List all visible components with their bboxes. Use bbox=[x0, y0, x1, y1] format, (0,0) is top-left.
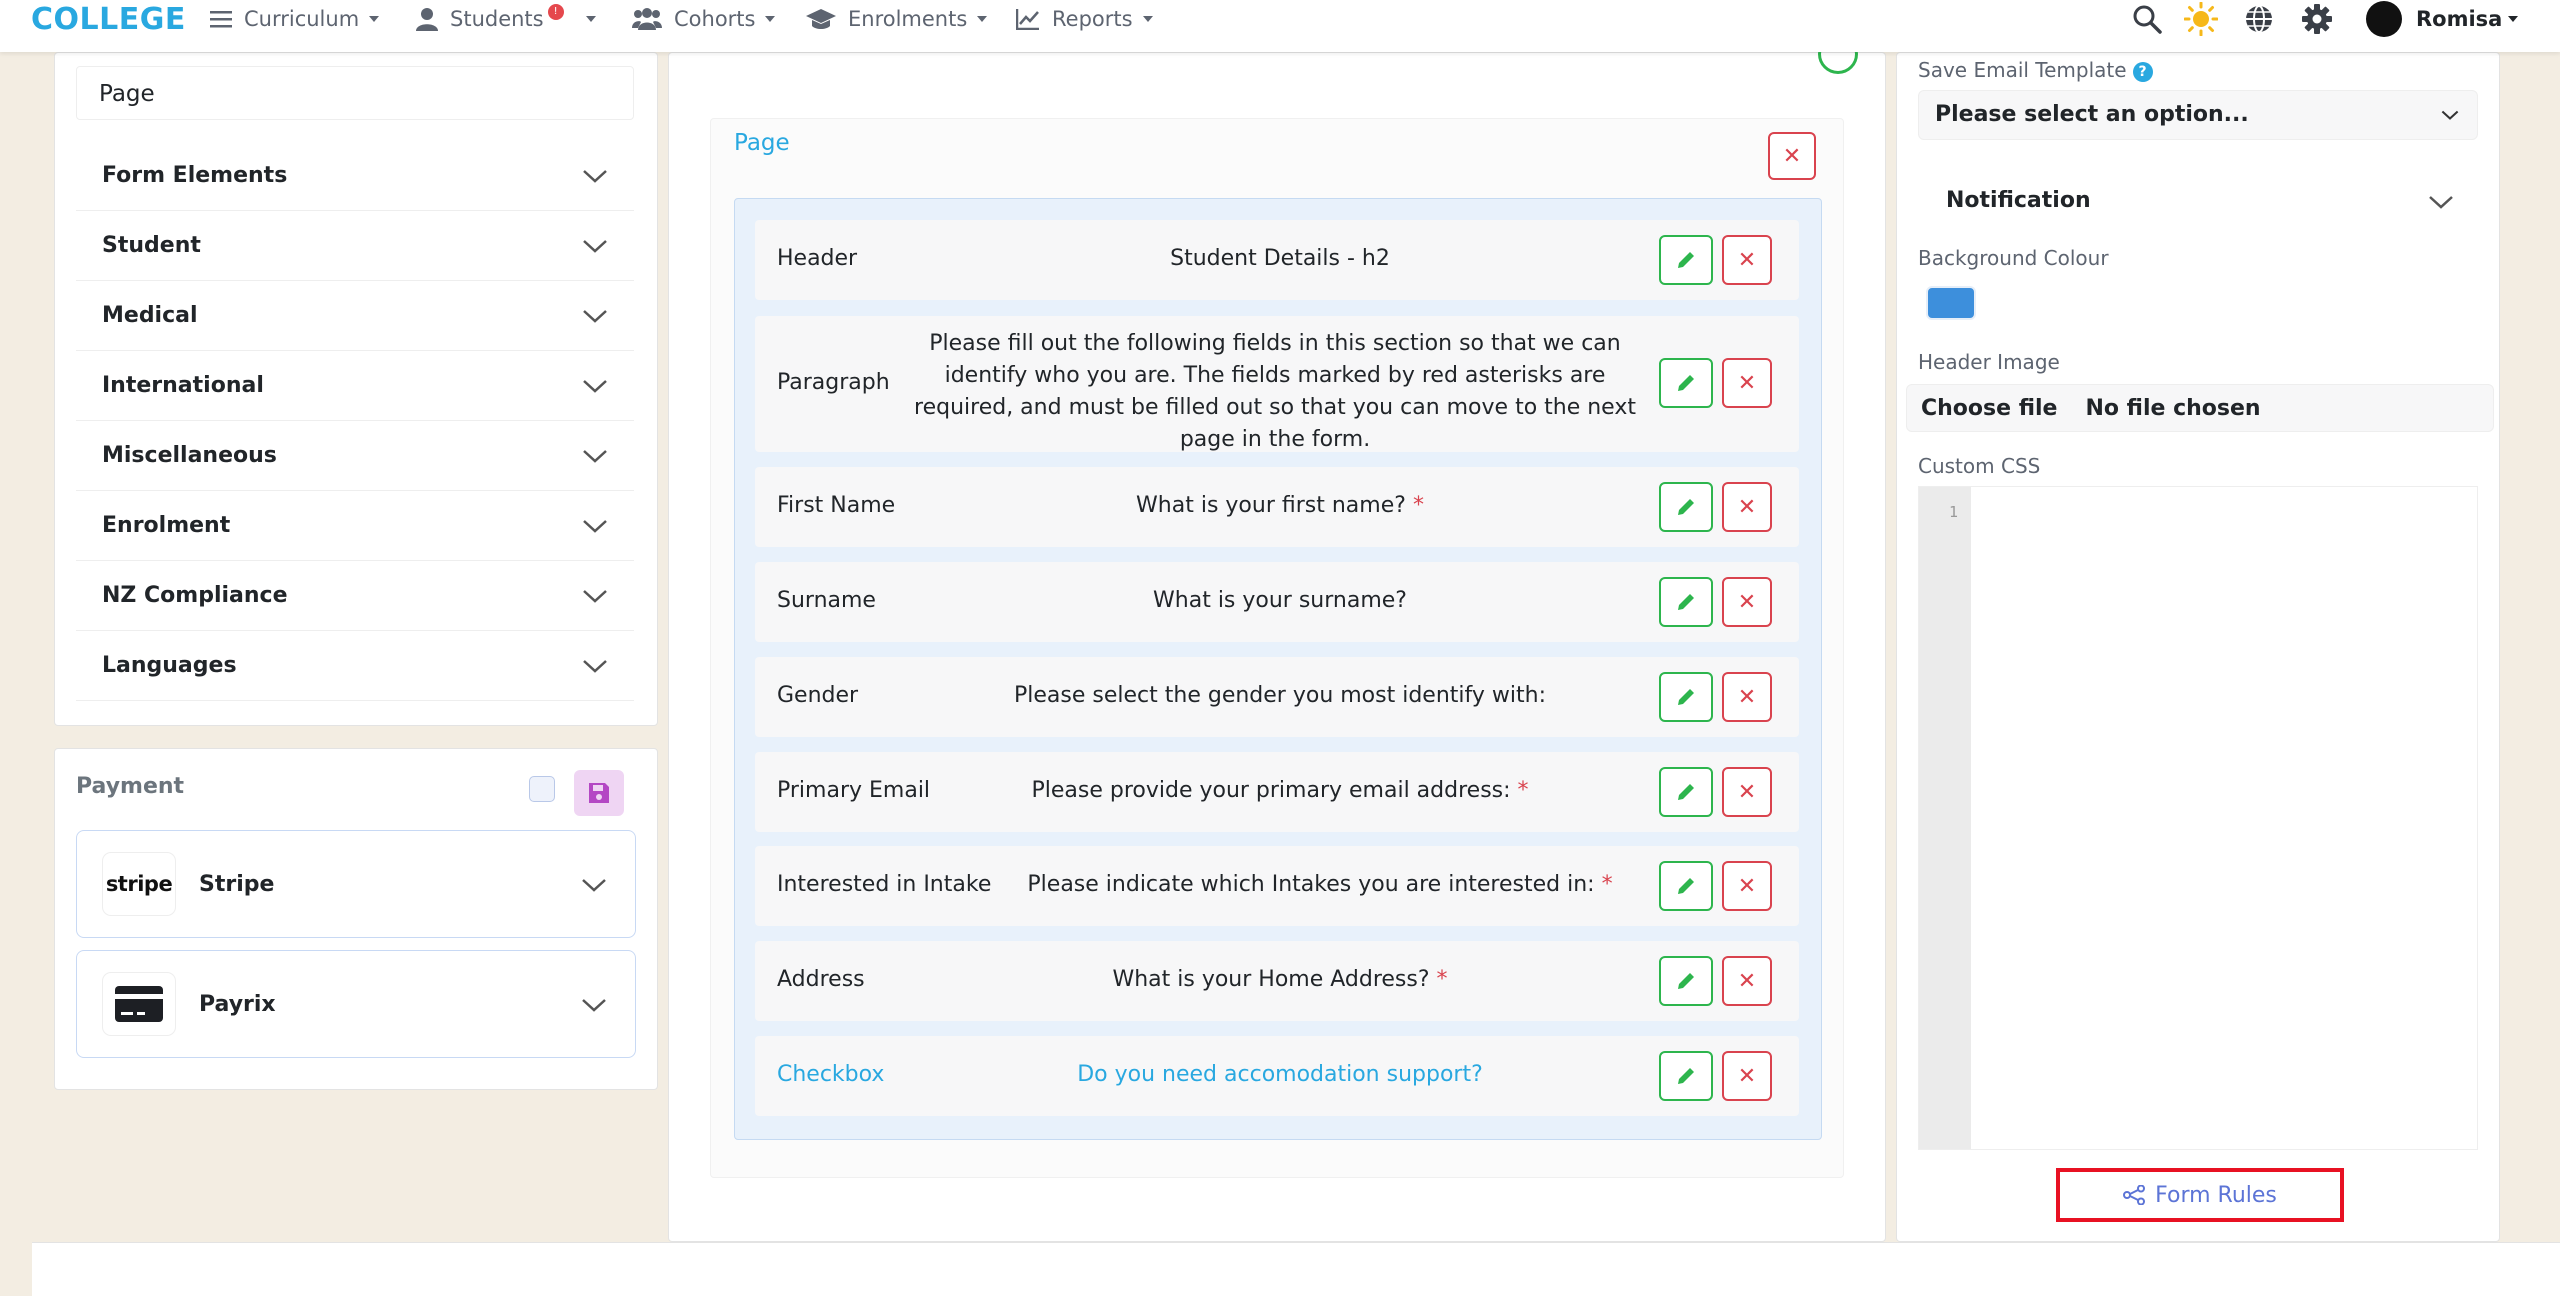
chevron-down-icon bbox=[581, 877, 607, 893]
chevron-down-icon bbox=[582, 658, 608, 674]
form-rules-button[interactable] bbox=[2056, 1168, 2344, 1222]
payment-option-name: Payrix bbox=[199, 991, 276, 1017]
header-image-file-input[interactable] bbox=[1906, 384, 2494, 432]
help-icon[interactable]: ? bbox=[2133, 62, 2153, 82]
brand-logo[interactable]: COLLEGE bbox=[31, 2, 186, 37]
form-field-row[interactable] bbox=[755, 316, 1799, 452]
select-value: Please select an option... bbox=[1935, 102, 2249, 127]
header-image-label: Header Image bbox=[1918, 350, 2060, 374]
form-field-row[interactable] bbox=[755, 941, 1799, 1021]
nav-reports[interactable] bbox=[1016, 0, 1153, 38]
notification-badge: ! bbox=[548, 4, 564, 20]
edit-field-button[interactable] bbox=[1659, 672, 1713, 722]
accordion-label: Student bbox=[102, 233, 201, 258]
field-text: Do you need accomodation support? bbox=[1077, 1062, 1483, 1087]
globe-icon[interactable] bbox=[2244, 4, 2274, 34]
form-field-row[interactable] bbox=[755, 752, 1799, 832]
delete-field-button[interactable]: ✕ bbox=[1722, 577, 1772, 627]
delete-field-button[interactable]: ✕ bbox=[1722, 767, 1772, 817]
form-field-row[interactable] bbox=[755, 657, 1799, 737]
pencil-icon bbox=[1676, 373, 1696, 393]
field-type-label: Surname bbox=[777, 588, 876, 613]
edit-field-button[interactable] bbox=[1659, 235, 1713, 285]
required-asterisk: * bbox=[1517, 778, 1529, 803]
edit-field-button[interactable] bbox=[1659, 1051, 1713, 1101]
edit-field-button[interactable] bbox=[1659, 861, 1713, 911]
payment-option-stripe[interactable] bbox=[76, 830, 636, 938]
nav-cohorts[interactable] bbox=[632, 0, 775, 38]
top-navbar bbox=[0, 0, 2560, 52]
notification-label: Notification bbox=[1946, 188, 2091, 213]
caret-down-icon bbox=[977, 16, 987, 22]
payment-save-button[interactable] bbox=[574, 770, 624, 816]
payment-option-payrix[interactable] bbox=[76, 950, 636, 1058]
user-name: Romisa bbox=[2416, 7, 2503, 31]
chevron-down-icon bbox=[582, 518, 608, 534]
chevron-down-icon bbox=[2428, 194, 2454, 210]
pencil-icon bbox=[1676, 782, 1696, 802]
nav-students-label: Students bbox=[450, 7, 544, 31]
chevron-down-icon bbox=[2441, 109, 2459, 121]
user-menu[interactable] bbox=[2366, 0, 2518, 38]
accordion-international[interactable] bbox=[76, 351, 634, 421]
field-text: Please indicate which Intakes you are interested in: * bbox=[1027, 872, 1613, 897]
form-field-row[interactable] bbox=[755, 220, 1799, 300]
accordion-form-elements[interactable] bbox=[76, 141, 634, 211]
accordion-label: Medical bbox=[102, 303, 198, 328]
users-group-icon bbox=[632, 8, 662, 30]
custom-css-label: Custom CSS bbox=[1918, 454, 2041, 478]
accordion-nz-compliance[interactable] bbox=[76, 561, 634, 631]
field-type-label: Paragraph bbox=[777, 370, 890, 395]
caret-down-icon bbox=[765, 16, 775, 22]
edit-field-button[interactable] bbox=[1659, 482, 1713, 532]
page-title[interactable]: Page bbox=[734, 130, 790, 156]
line-number: 1 bbox=[1949, 503, 1959, 521]
edit-field-button[interactable] bbox=[1659, 767, 1713, 817]
required-asterisk: * bbox=[1412, 493, 1424, 518]
field-type-label: Header bbox=[777, 246, 858, 271]
caret-down-icon bbox=[586, 16, 596, 22]
pencil-icon bbox=[1676, 1066, 1696, 1086]
chevron-down-icon bbox=[581, 997, 607, 1013]
accordion-label: Miscellaneous bbox=[102, 443, 277, 468]
caret-down-icon bbox=[369, 16, 379, 22]
email-template-select[interactable] bbox=[1918, 90, 2478, 140]
field-text: Please fill out the following fields in this section so that we can identify who you are. The fields marked by red asterisks are required, and must be filled out so that you can move to the next page in the form. bbox=[914, 331, 1636, 452]
pencil-icon bbox=[1676, 497, 1696, 517]
chevron-down-icon bbox=[582, 308, 608, 324]
payment-enable-checkbox[interactable] bbox=[529, 776, 555, 802]
accordion-label: Enrolment bbox=[102, 513, 231, 538]
stripe-logo: stripe bbox=[103, 853, 175, 915]
field-text: Please provide your primary email address: * bbox=[1031, 778, 1529, 803]
caret-down-icon bbox=[1143, 16, 1153, 22]
chevron-down-icon bbox=[582, 588, 608, 604]
delete-field-button[interactable]: ✕ bbox=[1722, 1051, 1772, 1101]
nav-cohorts-label: Cohorts bbox=[674, 7, 756, 31]
graduation-cap-icon bbox=[806, 8, 836, 30]
field-text: What is your surname? bbox=[1153, 588, 1407, 613]
file-status: No file chosen bbox=[2085, 395, 2261, 421]
field-type-label: Gender bbox=[777, 683, 859, 708]
chevron-down-icon bbox=[582, 238, 608, 254]
accordion-label: International bbox=[102, 373, 264, 398]
menu-icon bbox=[210, 9, 232, 29]
chevron-down-icon bbox=[582, 448, 608, 464]
accordion-label: NZ Compliance bbox=[102, 583, 288, 608]
field-text: What is your first name? * bbox=[1136, 493, 1424, 518]
delete-field-button[interactable]: ✕ bbox=[1722, 861, 1772, 911]
delete-page-button[interactable]: ✕ bbox=[1768, 132, 1816, 180]
pencil-icon bbox=[1676, 250, 1696, 270]
delete-field-button[interactable]: ✕ bbox=[1722, 235, 1772, 285]
edit-field-button[interactable] bbox=[1659, 956, 1713, 1006]
payment-option-name: Stripe bbox=[199, 871, 275, 897]
form-field-row[interactable] bbox=[755, 1036, 1799, 1116]
field-type-label: First Name bbox=[777, 493, 896, 518]
floppy-disk-icon bbox=[588, 782, 610, 804]
accordion-student[interactable] bbox=[76, 211, 634, 281]
background-colour-picker[interactable] bbox=[1926, 286, 1976, 320]
avatar bbox=[2366, 1, 2402, 37]
field-text: Student Details - h2 bbox=[1170, 246, 1390, 271]
accordion-miscellaneous[interactable] bbox=[76, 421, 634, 491]
form-field-row[interactable] bbox=[755, 467, 1799, 547]
required-asterisk: * bbox=[1601, 872, 1613, 897]
edit-field-button[interactable] bbox=[1659, 358, 1713, 408]
chevron-down-icon bbox=[582, 168, 608, 184]
nav-curriculum-label: Curriculum bbox=[244, 7, 360, 31]
user-icon bbox=[416, 7, 438, 31]
delete-field-button[interactable]: ✕ bbox=[1722, 482, 1772, 532]
notification-accordion[interactable] bbox=[1918, 176, 2478, 226]
choose-file-button[interactable]: Choose file bbox=[1921, 395, 2058, 421]
custom-css-editor[interactable] bbox=[1918, 486, 2478, 1150]
field-type-label: Primary Email bbox=[777, 778, 931, 803]
pencil-icon bbox=[1676, 876, 1696, 896]
nav-enrolments[interactable] bbox=[806, 0, 987, 38]
delete-field-button[interactable]: ✕ bbox=[1722, 956, 1772, 1006]
field-text: What is your Home Address? * bbox=[1112, 967, 1448, 992]
search-icon[interactable] bbox=[2132, 4, 2162, 34]
form-field-row[interactable] bbox=[755, 562, 1799, 642]
nav-reports-label: Reports bbox=[1052, 7, 1133, 31]
nav-students[interactable] bbox=[416, 0, 596, 38]
required-asterisk: * bbox=[1436, 967, 1448, 992]
pencil-icon bbox=[1676, 971, 1696, 991]
credit-card-icon bbox=[103, 973, 175, 1035]
accordion-label: Form Elements bbox=[102, 163, 288, 188]
pencil-icon bbox=[1676, 592, 1696, 612]
save-email-template-label: Save Email Template ? bbox=[1918, 58, 2153, 82]
footer-area bbox=[32, 1242, 2560, 1296]
field-type-label: Checkbox bbox=[777, 1062, 885, 1087]
nav-curriculum[interactable] bbox=[210, 0, 379, 38]
delete-field-button[interactable]: ✕ bbox=[1722, 672, 1772, 722]
payment-title: Payment bbox=[76, 774, 185, 799]
background-colour-label: Background Colour bbox=[1918, 246, 2109, 270]
chevron-down-icon bbox=[582, 378, 608, 394]
gear-icon[interactable] bbox=[2302, 4, 2332, 34]
accordion-languages[interactable] bbox=[76, 631, 634, 701]
accordion-medical[interactable] bbox=[76, 281, 634, 351]
field-type-label: Address bbox=[777, 967, 865, 992]
sun-icon[interactable] bbox=[2184, 2, 2218, 36]
share-nodes-icon bbox=[2123, 1185, 2145, 1205]
line-chart-icon bbox=[1016, 8, 1040, 30]
editor-gutter bbox=[1919, 487, 1971, 1149]
form-field-row[interactable] bbox=[755, 846, 1799, 926]
field-type-label: Interested in Intake bbox=[777, 872, 992, 897]
page-element[interactable]: Page bbox=[76, 66, 634, 120]
nav-enrolments-label: Enrolments bbox=[848, 7, 968, 31]
pencil-icon bbox=[1676, 687, 1696, 707]
accordion-label: Languages bbox=[102, 653, 237, 678]
field-text: Please select the gender you most identify with: bbox=[1014, 683, 1546, 708]
caret-down-icon bbox=[2508, 16, 2518, 22]
accordion-enrolment[interactable] bbox=[76, 491, 634, 561]
form-rules-label: Form Rules bbox=[2155, 1182, 2277, 1208]
delete-field-button[interactable]: ✕ bbox=[1722, 358, 1772, 408]
edit-field-button[interactable] bbox=[1659, 577, 1713, 627]
